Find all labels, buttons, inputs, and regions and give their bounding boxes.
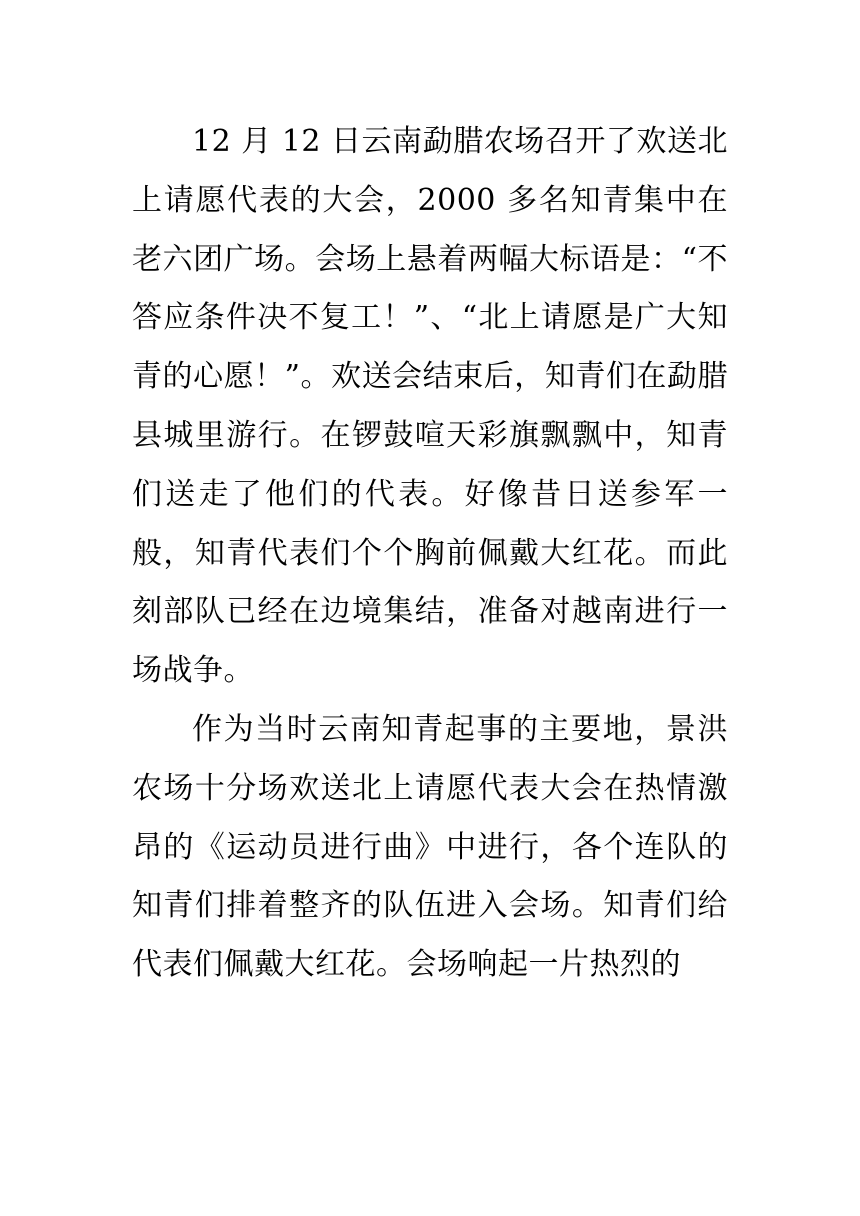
body-text <box>132 113 728 995</box>
paragraph-1: 12 月 12 日云南勐腊农场召开了欢送北上请愿代表的大会，2000 多名知青集中在老六团广场。会场上悬着两幅大标语是：“不答应条件决不复工！”、“北上请愿是广大知青的心愿！”。欢送会结束后，知青们在勐腊县城里游行。在锣鼓喧天彩旗飘飘中，知青们送走了他们的代表。好像昔日送参军一般，知青代表们个个胸前佩戴大红花。而此刻部队已经在边境集结，准备对越南进行一场战争。 <box>132 124 728 689</box>
paragraph-2: 作为当时云南知青起事的主要地，景洪农场十分场欢送北上请愿代表大会在热情激昂的《运动员进行曲》中进行，各个连队的知青们排着整齐的队伍进入会场。知青们给代表们佩戴大红花。会场响起一片热烈的 <box>132 711 728 983</box>
